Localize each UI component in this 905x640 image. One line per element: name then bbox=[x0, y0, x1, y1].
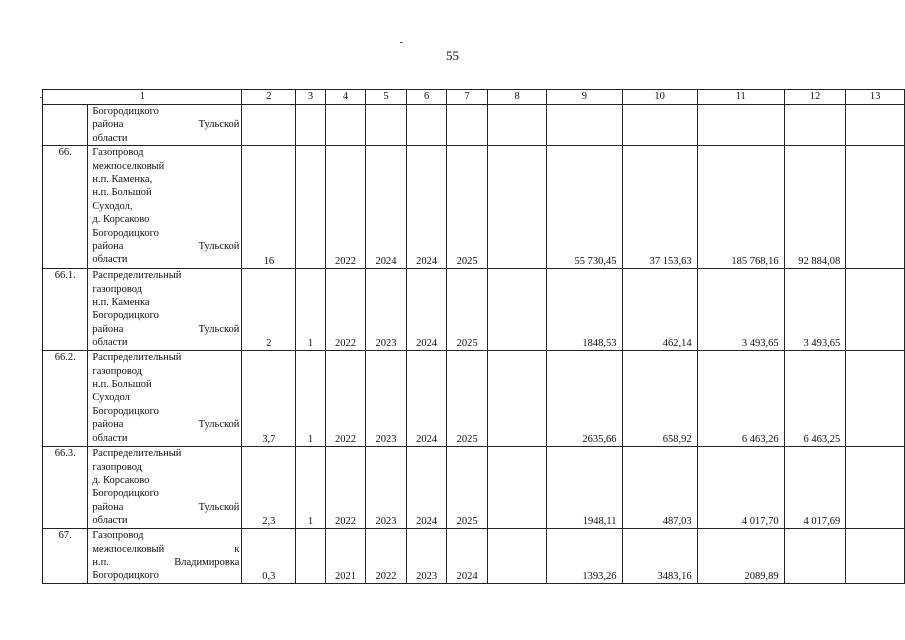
value-cell bbox=[846, 146, 905, 269]
amount-cell bbox=[547, 105, 622, 146]
name-word: района bbox=[92, 119, 124, 131]
name-word: Газопровод bbox=[92, 530, 144, 542]
amount-cell: 37 153,63 bbox=[622, 146, 697, 269]
name-line bbox=[92, 105, 239, 118]
name-line bbox=[92, 309, 239, 322]
amount-cell: 658,92 bbox=[622, 351, 697, 447]
amount-cell: 3 493,65 bbox=[784, 269, 846, 351]
amount-cell: 92 884,08 bbox=[784, 146, 846, 269]
year-cell: 2025 bbox=[447, 351, 488, 447]
year-cell bbox=[447, 105, 488, 146]
row-number: 67. bbox=[43, 529, 88, 584]
name-line bbox=[92, 529, 239, 542]
count-cell: 1 bbox=[296, 447, 325, 529]
name-word: газопровод bbox=[92, 365, 143, 377]
column-header: 12 bbox=[784, 90, 846, 105]
name-line bbox=[92, 391, 239, 404]
name-line bbox=[92, 514, 239, 527]
table-row bbox=[43, 447, 905, 529]
name-line bbox=[92, 160, 239, 173]
column-header: 11 bbox=[697, 90, 784, 105]
name-line bbox=[92, 336, 239, 349]
name-word: Распределительный bbox=[92, 352, 182, 364]
amount-cell: 1948,11 bbox=[547, 447, 622, 529]
column-header: 5 bbox=[366, 90, 407, 105]
amount-cell: 1393,26 bbox=[547, 529, 622, 584]
amount-cell bbox=[784, 105, 846, 146]
name-word: области bbox=[92, 515, 128, 527]
name-line bbox=[92, 378, 239, 391]
year-cell: 2024 bbox=[447, 529, 488, 584]
column-header: 6 bbox=[406, 90, 447, 105]
length-cell: 2,3 bbox=[242, 447, 296, 529]
name-line bbox=[92, 213, 239, 226]
column-header: 1 bbox=[43, 90, 242, 105]
row-number: 66.2. bbox=[43, 351, 88, 447]
name-word: Богородицкого bbox=[92, 488, 159, 500]
amount-cell: 185 768,16 bbox=[697, 146, 784, 269]
row-number: 66.1. bbox=[43, 269, 88, 351]
name-word: района bbox=[92, 241, 124, 253]
object-name bbox=[88, 447, 242, 529]
name-word: Газопровод bbox=[92, 147, 144, 159]
name-line bbox=[92, 227, 239, 240]
name-word: Суходол bbox=[92, 392, 130, 404]
name-word: Суходол, bbox=[92, 200, 133, 212]
name-word: н.п. Каменка, bbox=[92, 174, 153, 186]
name-line bbox=[92, 418, 239, 431]
count-cell bbox=[296, 146, 325, 269]
name-line bbox=[92, 543, 239, 556]
name-word: н.п. Большой bbox=[92, 187, 152, 199]
value-cell bbox=[487, 269, 546, 351]
name-line bbox=[92, 569, 239, 582]
name-word: газопровод bbox=[92, 283, 143, 295]
year-cell: 2024 bbox=[406, 269, 447, 351]
name-line bbox=[92, 240, 239, 253]
amount-cell: 462,14 bbox=[622, 269, 697, 351]
length-cell: 2 bbox=[242, 269, 296, 351]
column-header: 9 bbox=[547, 90, 622, 105]
value-cell bbox=[487, 105, 546, 146]
year-cell bbox=[366, 105, 407, 146]
name-word: Тульской bbox=[198, 419, 240, 431]
amount-cell: 2089,89 bbox=[697, 529, 784, 584]
name-word: Богородицкого bbox=[92, 405, 159, 417]
name-line bbox=[92, 186, 239, 199]
name-word: н.п. bbox=[92, 557, 109, 569]
year-cell: 2024 bbox=[406, 351, 447, 447]
name-word: Богородицкого bbox=[92, 106, 159, 117]
amount-cell bbox=[622, 105, 697, 146]
name-word: района bbox=[92, 323, 124, 335]
amount-cell: 4 017,69 bbox=[784, 447, 846, 529]
year-cell: 2025 bbox=[447, 447, 488, 529]
value-cell bbox=[846, 351, 905, 447]
name-word: района bbox=[92, 419, 124, 431]
amount-cell: 3 493,65 bbox=[697, 269, 784, 351]
column-header: 3 bbox=[296, 90, 325, 105]
value-cell bbox=[846, 105, 905, 146]
name-word: района bbox=[92, 501, 124, 513]
year-cell: 2024 bbox=[406, 146, 447, 269]
name-line bbox=[92, 323, 239, 336]
count-cell: 1 bbox=[296, 269, 325, 351]
object-name bbox=[88, 529, 242, 584]
year-cell: 2022 bbox=[325, 146, 366, 269]
name-word: н.п. Каменка bbox=[92, 297, 150, 309]
year-cell: 2023 bbox=[366, 447, 407, 529]
name-word: области bbox=[92, 132, 128, 144]
header-row bbox=[43, 90, 905, 105]
name-word: Тульской bbox=[198, 501, 240, 513]
name-word: межпоселковый bbox=[92, 543, 165, 555]
name-line bbox=[92, 351, 239, 364]
length-cell: 0,3 bbox=[242, 529, 296, 584]
name-line bbox=[92, 474, 239, 487]
name-word: Тульской bbox=[198, 119, 240, 131]
name-line bbox=[92, 200, 239, 213]
amount-cell: 6 463,25 bbox=[784, 351, 846, 447]
column-header: 2 bbox=[242, 90, 296, 105]
scan-speck bbox=[400, 42, 403, 43]
year-cell: 2022 bbox=[325, 447, 366, 529]
amount-cell: 3483,16 bbox=[622, 529, 697, 584]
name-word: Тульской bbox=[198, 241, 240, 253]
amount-cell: 4 017,70 bbox=[697, 447, 784, 529]
year-cell bbox=[325, 105, 366, 146]
column-header: 8 bbox=[487, 90, 546, 105]
name-line bbox=[92, 173, 239, 186]
name-word: области bbox=[92, 254, 128, 266]
name-line bbox=[92, 132, 239, 145]
data-table bbox=[42, 89, 905, 584]
name-line bbox=[92, 461, 239, 474]
year-cell: 2024 bbox=[366, 146, 407, 269]
year-cell bbox=[406, 105, 447, 146]
name-word: газопровод bbox=[92, 461, 143, 473]
value-cell bbox=[846, 447, 905, 529]
amount-cell: 2635,66 bbox=[547, 351, 622, 447]
table-row bbox=[43, 146, 905, 269]
year-cell: 2023 bbox=[406, 529, 447, 584]
column-header: 13 bbox=[846, 90, 905, 105]
value-cell bbox=[487, 529, 546, 584]
year-cell: 2025 bbox=[447, 269, 488, 351]
length-cell: 3,7 bbox=[242, 351, 296, 447]
amount-cell: 6 463,26 bbox=[697, 351, 784, 447]
name-line bbox=[92, 405, 239, 418]
name-word: н.п. Большой bbox=[92, 379, 152, 391]
object-name bbox=[88, 105, 242, 146]
amount-cell: 1848,53 bbox=[547, 269, 622, 351]
row-number bbox=[43, 105, 88, 146]
year-cell: 2023 bbox=[366, 269, 407, 351]
table-row bbox=[43, 105, 905, 146]
amount-cell bbox=[784, 529, 846, 584]
name-word: области bbox=[92, 432, 128, 444]
name-line bbox=[92, 487, 239, 500]
name-word: Распределительный bbox=[92, 270, 182, 282]
name-line bbox=[92, 447, 239, 460]
value-cell bbox=[846, 529, 905, 584]
name-line bbox=[92, 296, 239, 309]
name-word: межпоселковый bbox=[92, 160, 165, 172]
name-word: к bbox=[234, 543, 240, 555]
name-line bbox=[92, 253, 239, 266]
count-cell: 1 bbox=[296, 351, 325, 447]
length-cell bbox=[242, 105, 296, 146]
length-cell: 16 bbox=[242, 146, 296, 269]
column-header: 10 bbox=[622, 90, 697, 105]
count-cell bbox=[296, 529, 325, 584]
value-cell bbox=[487, 351, 546, 447]
name-line bbox=[92, 146, 239, 159]
name-word: Тульской bbox=[198, 323, 240, 335]
row-number: 66.3. bbox=[43, 447, 88, 529]
year-cell: 2022 bbox=[325, 269, 366, 351]
table-row bbox=[43, 351, 905, 447]
year-cell: 2023 bbox=[366, 351, 407, 447]
name-word: области bbox=[92, 337, 128, 349]
year-cell: 2022 bbox=[325, 351, 366, 447]
amount-cell: 55 730,45 bbox=[547, 146, 622, 269]
name-line bbox=[92, 118, 239, 131]
table-row bbox=[43, 269, 905, 351]
page-number: 55 bbox=[446, 48, 459, 63]
name-word: д. Корсаково bbox=[92, 214, 150, 226]
year-cell: 2025 bbox=[447, 146, 488, 269]
column-header: 4 bbox=[325, 90, 366, 105]
year-cell: 2024 bbox=[406, 447, 447, 529]
name-line bbox=[92, 432, 239, 445]
year-cell: 2021 bbox=[325, 529, 366, 584]
name-word: Владимировка bbox=[174, 557, 240, 569]
name-word: д. Корсаково bbox=[92, 475, 150, 487]
table-row bbox=[43, 529, 905, 584]
name-word: Распределительный bbox=[92, 448, 182, 460]
value-cell bbox=[846, 269, 905, 351]
name-word: Богородицкого bbox=[92, 310, 159, 322]
name-line bbox=[92, 501, 239, 514]
object-name bbox=[88, 351, 242, 447]
value-cell bbox=[487, 447, 546, 529]
count-cell bbox=[296, 105, 325, 146]
name-word: Богородицкого bbox=[92, 227, 159, 239]
name-line bbox=[92, 365, 239, 378]
object-name bbox=[88, 269, 242, 351]
column-header: 7 bbox=[447, 90, 488, 105]
name-word: Богородицкого bbox=[92, 570, 159, 582]
amount-cell: 487,03 bbox=[622, 447, 697, 529]
name-line bbox=[92, 283, 239, 296]
name-line bbox=[92, 269, 239, 282]
name-line bbox=[92, 556, 239, 569]
value-cell bbox=[487, 146, 546, 269]
amount-cell bbox=[697, 105, 784, 146]
year-cell: 2022 bbox=[366, 529, 407, 584]
row-number: 66. bbox=[43, 146, 88, 269]
object-name bbox=[88, 146, 242, 269]
